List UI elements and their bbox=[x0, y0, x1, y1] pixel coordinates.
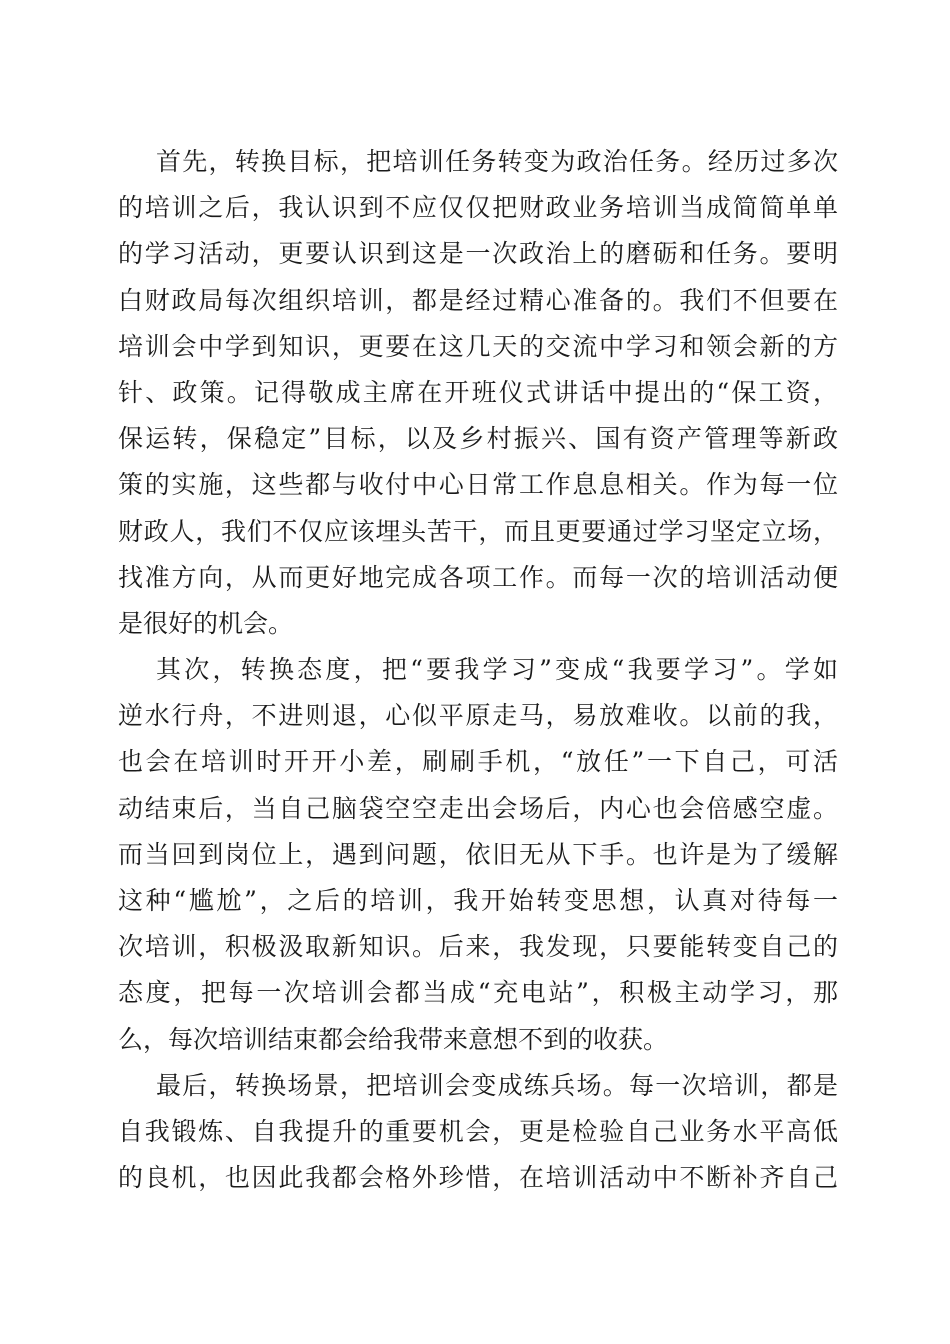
text-line: 的培训之后，我认识到不应仅仅把财政业务培训当成简简单单 bbox=[118, 193, 838, 223]
text-line: 白财政局每次组织培训，都是经过精心准备的。我们不但要在 bbox=[118, 285, 838, 315]
text-line: 这种“尴尬”，之后的培训，我开始转变思想，认真对待每一 bbox=[118, 886, 838, 915]
text-line: 么，每次培训结束都会给我带来意想不到的收获。 bbox=[118, 1024, 669, 1054]
text-line: 是很好的机会。 bbox=[118, 608, 294, 638]
paragraph-2 bbox=[118, 647, 838, 1063]
text-line: 自我锻炼、自我提升的重要机会，更是检验自己业务水平高低 bbox=[118, 1116, 838, 1146]
text-line: 逆水行舟，不进则退，心似平原走马，易放难收。以前的我， bbox=[118, 701, 838, 731]
text-line: 其次，转换态度，把“要我学习”变成“我要学习”。学如 bbox=[156, 655, 838, 685]
text-line: 动结束后，当自己脑袋空空走出会场后，内心也会倍感空虚。 bbox=[118, 793, 838, 823]
paragraph-3 bbox=[118, 1063, 838, 1202]
text-line: 态度，把每一次培训会都当成“充电站”，积极主动学习，那 bbox=[118, 978, 838, 1008]
paragraph-1 bbox=[118, 139, 838, 647]
text-line: 的良机，也因此我都会格外珍惜，在培训活动中不断补齐自己 bbox=[118, 1163, 838, 1193]
text-line: 财政人，我们不仅应该埋头苦干，而且更要通过学习坚定立场， bbox=[118, 516, 838, 546]
text-line: 保运转，保稳定”目标，以及乡村振兴、国有资产管理等新政 bbox=[118, 424, 838, 454]
text-line: 针、政策。记得敬成主席在开班仪式讲话中提出的“保工资， bbox=[118, 377, 838, 407]
document-body bbox=[118, 139, 838, 1201]
text-line: 找准方向，从而更好地完成各项工作。而每一次的培训活动便 bbox=[118, 562, 838, 592]
text-line: 次培训，积极汲取新知识。后来，我发现，只要能转变自己的 bbox=[118, 932, 838, 962]
text-line: 也会在培训时开开小差，刷刷手机，“放任”一下自己，可活 bbox=[118, 747, 838, 777]
text-line: 最后，转换场景，把培训会变成练兵场。每一次培训，都是 bbox=[156, 1070, 838, 1100]
text-line: 培训会中学到知识，更要在这几天的交流中学习和领会新的方 bbox=[118, 331, 838, 361]
text-line: 策的实施，这些都与收付中心日常工作息息相关。作为每一位 bbox=[118, 470, 838, 500]
text-line: 而当回到岗位上，遇到问题，依旧无从下手。也许是为了缓解 bbox=[118, 839, 838, 869]
text-line: 首先，转换目标，把培训任务转变为政治任务。经历过多次 bbox=[156, 147, 838, 176]
text-line: 的学习活动，更要认识到这是一次政治上的磨砺和任务。要明 bbox=[118, 239, 838, 269]
